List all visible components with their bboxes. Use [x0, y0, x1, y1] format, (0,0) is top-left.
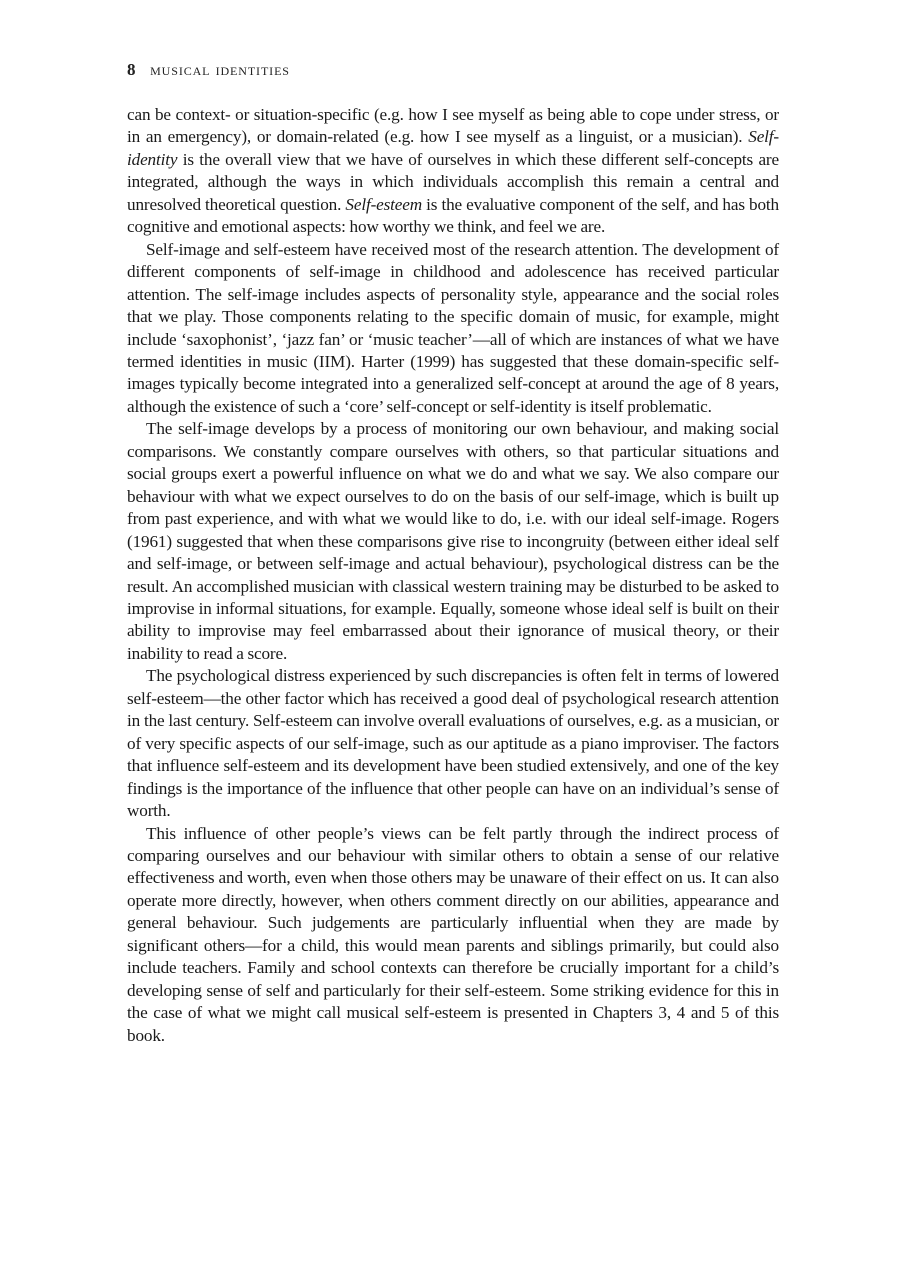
paragraph — [127, 823, 779, 1048]
book-page — [127, 60, 779, 1047]
text-segment: is the overall view that we have of ourselves in which these different self-concepts are integrated, although the ways in which individuals accomplish this remain a central and unresolved theoretical question. — [127, 149, 779, 214]
text-segment: The self-image develops by a process of monitoring our own behaviour, and making social comparisons. We constantly compare ourselves with others, so that particular situations and social groups exert a powerful influence on what we do and what we say. We also compare our behaviour with what we expect ourselves to do on the basis of our self-image, which is built up from past experience, and with what we would like to do, i.e. with our ideal self-image. Rogers (1961) suggested that when these comparisons give rise to incongruity (between either ideal self and self-image, or between self-image and actual behaviour), psychological distress can be the result. An accomplished musician with classical western training may be disturbed to be asked to improvise in informal situations, for example. Equally, someone whose ideal self is built on their ability to improvise may feel embarrassed about their ignorance of musical theory, or their inability to read a score. — [127, 419, 779, 663]
text-segment: Self-image and self-esteem have received most of the research attention. The development of different components of self-image in childhood and adolescence has received particular attention. The self-image includes aspects of personality style, appearance and the social roles that we play. Those components relating to the specific domain of music, for example, might include ‘saxophonist’, ‘jazz fan’ or ‘music teacher’—all of which are instances of what we have termed identities in music (IIM). Harter (1999) has suggested that these domain-specific self-images typically become integrated into a generalized self-concept at around the age of 8 years, although the existence of such a ‘core’ self-concept or self-identity is itself problematic. — [127, 239, 779, 416]
text-segment: can be context- or situation-specific (e.g. how I see myself as being able to cope under stress, or in an emergency), or domain-related (e.g. how I see myself as a linguist, or a musician). — [127, 105, 779, 147]
italic-term: Self-esteem — [345, 194, 423, 214]
running-header — [127, 60, 779, 84]
running-title: musical identities — [150, 60, 290, 79]
text-segment: is the evaluative component of the self, and has both cognitive and emotional aspects: how worthy we think, and feel we are. — [127, 194, 779, 237]
italic-term: Self-identity — [127, 127, 779, 169]
body-text — [127, 104, 779, 1047]
text-segment: This influence of other people’s views can be felt partly through the indirect process of comparing ourselves and our behaviour with similar others to obtain a sense of our relative effectiveness and worth, even when those others may be unaware of their effect on us. It can also operate more directly, however, when others comment directly on our abilities, appearance and general behaviour. Such judgements are particularly influential when they are made by significant others—for a child, this would mean parents and siblings primarily, but could also include teachers. Family and school contexts can therefore be crucially important for a child’s developing sense of self and particularly for their self-esteem. Some striking evidence for this in the case of what we might call musical self-esteem is presented in Chapters 3, 4 and 5 of this book. — [127, 823, 779, 1045]
paragraph — [127, 418, 779, 665]
text-segment: The psychological distress experienced by such discrepancies is often felt in terms of lowered self-esteem—the other factor which has received a good deal of psychological research attention in the last century. Self-esteem can involve overall evaluations of ourselves, e.g. as a musician, or of very specific aspects of our self-image, such as our aptitude as a piano improviser. The factors that influence self-esteem and its development have been studied extensively, and one of the key findings is the importance of the influence that other people can have on an individual’s sense of worth. — [127, 666, 779, 821]
paragraph — [127, 104, 779, 239]
paragraph — [127, 239, 779, 419]
paragraph — [127, 665, 779, 822]
page-number: 8 — [127, 60, 137, 79]
